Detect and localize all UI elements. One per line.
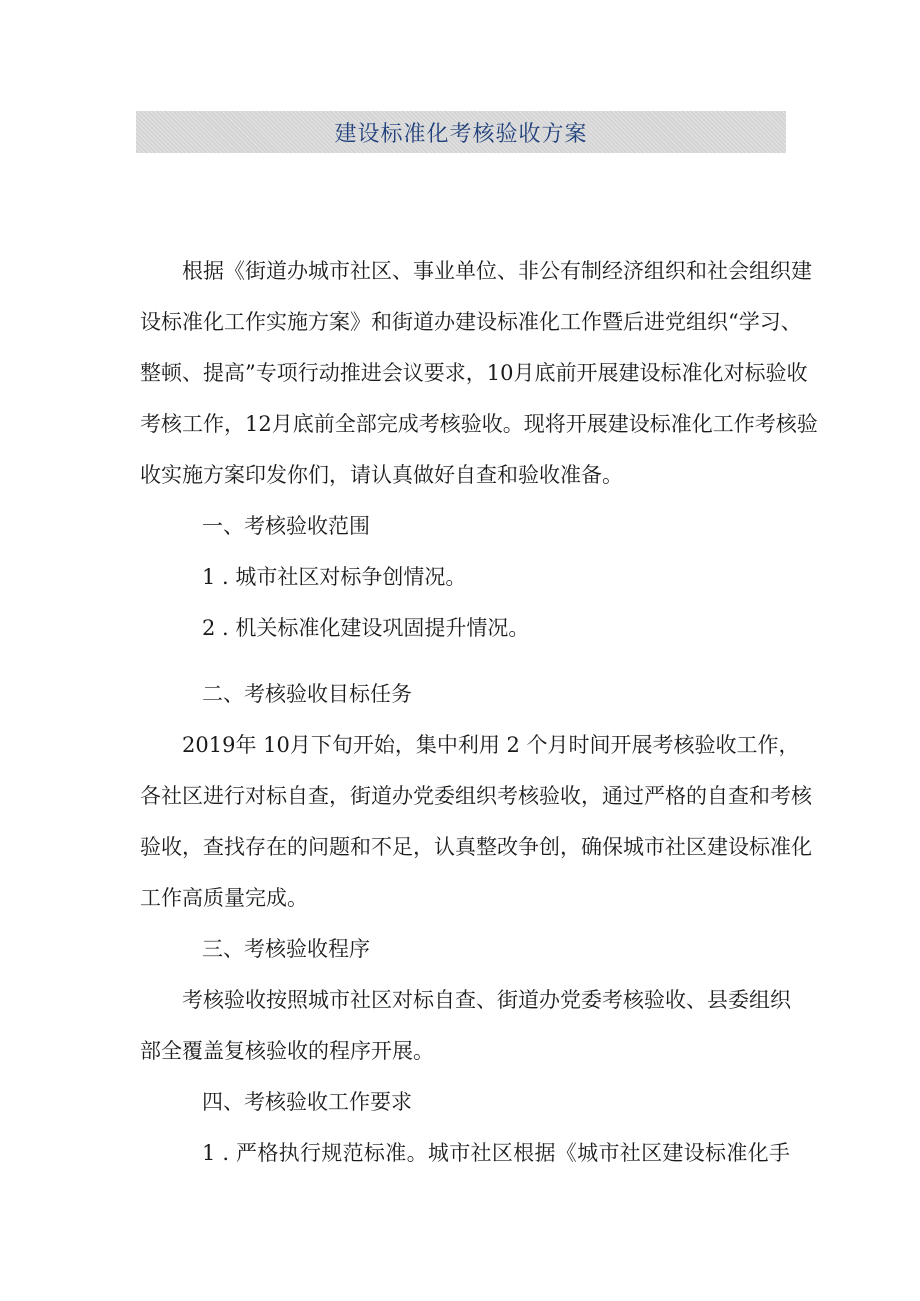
paragraph-intro-line-1: 根据《街道办城市社区、事业单位、非公有制经济组织和社会组织建 bbox=[182, 259, 812, 283]
paragraph-procedure-line-2: 部全覆盖复核验收的程序开展。 bbox=[140, 1039, 434, 1063]
paragraph-intro-line-4: 考核工作，12月底前全部完成考核验收。现将开展建设标准化工作考核验 bbox=[140, 412, 818, 436]
section-heading-procedure: 三、考核验收程序 bbox=[202, 937, 370, 961]
paragraph-goals-line-4: 工作高质量完成。 bbox=[140, 886, 308, 910]
paragraph-intro-line-3: 整顿、提高”专项行动推进会议要求，10月底前开展建设标准化对标验收 bbox=[140, 361, 808, 385]
list-item-requirements-1: 1 . 严格执行规范标准。城市社区根据《城市社区建设标准化手 bbox=[202, 1141, 790, 1165]
section-heading-goals: 二、考核验收目标任务 bbox=[202, 682, 412, 706]
paragraph-goals-line-3: 验收，查找存在的问题和不足，认真整改争创，确保城市社区建设标准化 bbox=[140, 835, 812, 859]
document-title: 建设标准化考核验收方案 bbox=[334, 121, 588, 147]
paragraph-goals-line-1: 2019年 10月下旬开始，集中利用 2 个月时间开展考核验收工作， bbox=[182, 733, 800, 757]
paragraph-intro-line-2: 设标准化工作实施方案》和街道办建设标准化工作暨后进党组织“学习、 bbox=[140, 310, 802, 334]
section-heading-requirements: 四、考核验收工作要求 bbox=[202, 1090, 412, 1114]
paragraph-procedure-line-1: 考核验收按照城市社区对标自查、街道办党委考核验收、县委组织 bbox=[182, 988, 791, 1012]
document-title-banner bbox=[136, 111, 786, 153]
list-item-scope-2: 2 . 机关标准化建设巩固提升情况。 bbox=[202, 616, 530, 640]
section-heading-scope: 一、考核验收范围 bbox=[202, 514, 370, 538]
paragraph-goals-line-2: 各社区进行对标自查，街道办党委组织考核验收，通过严格的自查和考核 bbox=[140, 784, 812, 808]
list-item-scope-1: 1 . 城市社区对标争创情况。 bbox=[202, 565, 467, 589]
paragraph-intro-line-5: 收实施方案印发你们，请认真做好自查和验收准备。 bbox=[140, 463, 623, 487]
